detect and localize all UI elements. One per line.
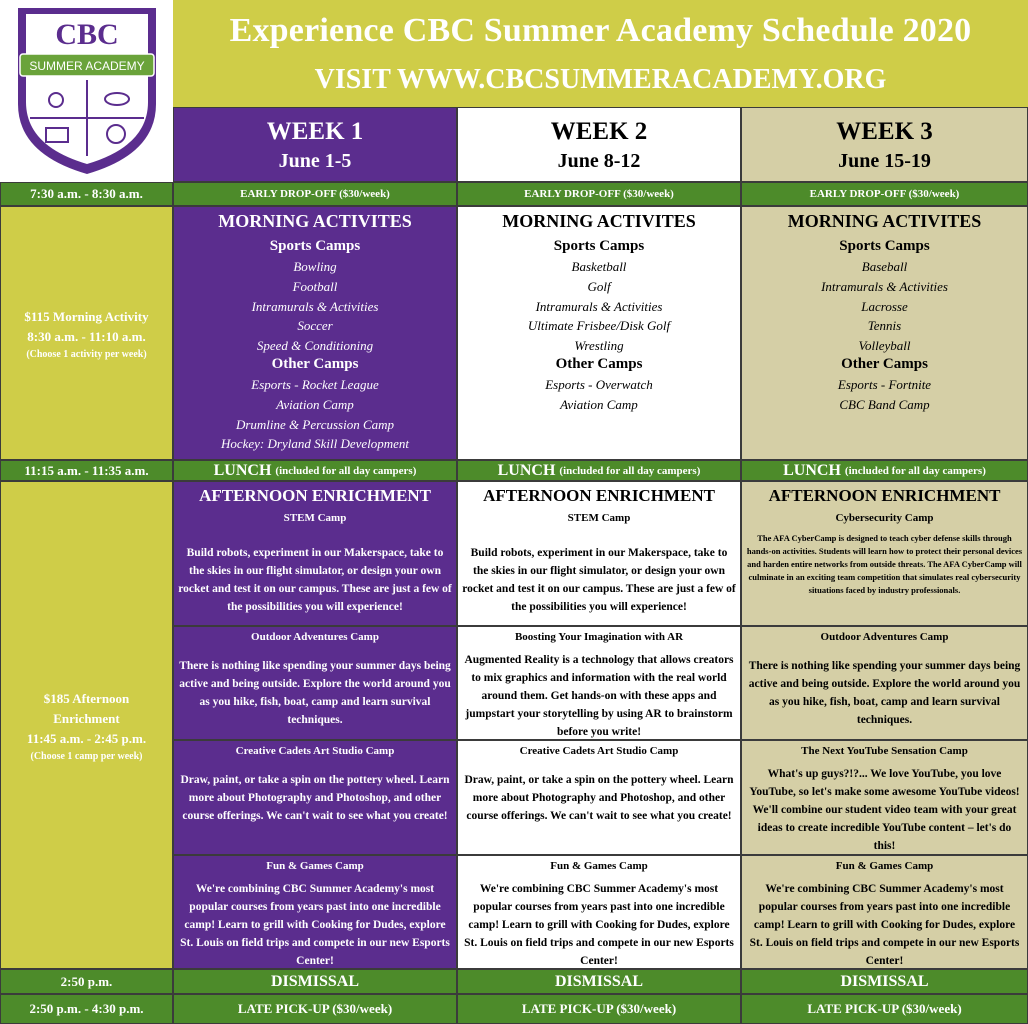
activity-item: Esports - Fortnite [837,376,932,392]
time-lunch: 11:15 a.m. - 11:35 a.m. [0,460,173,481]
activity-item: Drumline & Percussion Camp [235,416,395,432]
camp-desc: There is nothing like spending your summer days being active and being outside. Explore the world around you as you hike, fish, boat, camp and learn survival techniques. [748,660,1021,726]
week-1-header [173,107,457,182]
dismissal-w2: DISMISSAL [457,969,741,994]
afternoon-price: $185 Afternoon [43,690,130,706]
activity-item: Hockey: Dryland Skill Development [220,436,410,452]
activity-item: Wrestling [574,338,624,354]
time-dismissal: 2:50 p.m. [0,969,173,994]
activity-item: Football [292,278,338,294]
morning-heading: MORNING ACTIVITES [502,211,696,231]
title-banner [173,0,1028,107]
dismissal-w1: DISMISSAL [173,969,457,994]
activity-item: Aviation Camp [560,396,638,412]
morning-price: $115 Morning Activity [24,308,149,324]
enrichment-w3-3 [741,740,1028,855]
enrichment-w3-4 [741,855,1028,969]
activity-item: Esports - Overwatch [545,376,653,392]
morning-week-3 [741,206,1028,460]
activity-item: Baseball [861,259,908,274]
camp-name: Fun & Games Camp [835,860,934,872]
afternoon-time: 11:45 a.m. - 2:45 p.m. [26,730,147,746]
enrichment-w1-2 [173,626,457,740]
activity-item: CBC Band Camp [839,396,930,412]
lunch-w3 [741,460,1028,481]
camp-desc: Draw, paint, or take a spin on the pottery wheel. Learn more about Photography and Photoshop, and other course offerings. We can't wait to see what you create! [180,774,450,822]
camp-desc: There is nothing like spending your summer days being active and being outside. Explore the world around you as you hike, fish, boat, camp and learn survival techniques. [179,660,451,726]
activity-item: Intramurals & Activities [535,298,663,314]
activity-item: Soccer [297,318,333,334]
camp-name: Fun & Games Camp [266,860,364,872]
camp-name: Outdoor Adventures Camp [820,631,949,643]
enrichment-w2-1 [457,481,741,626]
camp-desc: Build robots, experiment in our Makerspace, take to the skies in our flight simulator, or design your own rocket and test it on our campus. These are just a few of the possibilities you will experience! [178,547,452,613]
visit-link: VISIT WWW.CBCSUMMERACADEMY.ORG [314,64,887,95]
week-label: WEEK 2 [550,118,648,145]
lunch-note: (included for all day campers) [559,464,701,477]
logo-monogram: CBC [54,18,119,51]
late-pickup-w1: LATE PICK-UP ($30/week) [173,994,457,1024]
enrichment-w1-4 [173,855,457,969]
afternoon-heading: AFTERNOON ENRICHMENT [768,486,1001,505]
afternoon-note: (Choose 1 camp per week) [30,750,143,762]
enrichment-w3-2 [741,626,1028,740]
camp-name: The Next YouTube Sensation Camp [801,745,968,757]
week-label: WEEK 1 [266,118,364,145]
header [173,0,1028,182]
camp-name: Creative Cadets Art Studio Camp [519,745,679,757]
activity-item: Golf [587,278,611,294]
morning-note: (Choose 1 activity per week) [26,348,147,360]
morning-week-2 [457,206,741,460]
lunch-note: (included for all day campers) [275,464,417,477]
week-dates: June 1-5 [278,150,352,172]
afternoon-label [0,481,173,969]
lunch-note: (included for all day campers) [844,464,986,477]
camp-name: STEM Camp [567,512,631,524]
afternoon-heading: AFTERNOON ENRICHMENT [483,486,715,505]
other-heading: Other Camps [841,355,928,372]
camp-name: Creative Cadets Art Studio Camp [235,745,395,757]
camp-desc: We're combining CBC Summer Academy's most popular courses from years past into one incredible camp! Learn to grill with Cooking for Dudes, explore St. Louis on field trips and compete in our new Esports Center! [180,883,450,967]
lunch-w1 [173,460,457,481]
camp-name: Outdoor Adventures Camp [251,631,379,643]
late-pickup-w2: LATE PICK-UP ($30/week) [457,994,741,1024]
activity-item: Volleyball [858,338,911,354]
late-pickup-w3: LATE PICK-UP ($30/week) [741,994,1028,1024]
morning-time: 8:30 a.m. - 11:10 a.m. [27,328,146,344]
enrichment-w2-4 [457,855,741,969]
enrichment-w1-1 [173,481,457,626]
lunch-label: LUNCH [497,461,556,479]
activity-item: Basketball [571,259,627,274]
activity-item: Aviation Camp [276,396,354,412]
morning-label [0,206,173,460]
time-late: 2:50 p.m. - 4:30 p.m. [0,994,173,1024]
activity-item: Tennis [867,318,902,334]
other-heading: Other Camps [271,355,359,372]
activity-item: Intramurals & Activities [251,298,379,314]
camp-desc: The AFA CyberCamp is designed to teach cyber defense skills through hands-on activities. Students will learn how to protect their personal devices and harden entire networks from outside threats. The AFA CyberCamp will culminate in an exciting team competition that simulates real cybersecurity situations faced by industry professionals. [746,533,1023,595]
week-dates: June 15-19 [838,150,931,172]
camp-desc: We're combining CBC Summer Academy's most popular courses from years past into one incredible camp! Learn to grill with Cooking for Dudes, explore St. Louis on field trips and compete in our new Esports Center! [749,883,1020,967]
camp-name: Cybersecurity Camp [835,512,934,524]
week-2-header [457,107,741,182]
week-dates: June 8-12 [557,150,641,172]
camp-name: STEM Camp [283,512,347,524]
morning-week-1 [173,206,457,460]
camp-desc: Draw, paint, or take a spin on the pottery wheel. Learn more about Photography and Photoshop, and other course offerings. We can't wait to see what you create! [464,774,734,822]
lunch-label: LUNCH [213,461,272,479]
week-3-header [741,107,1028,182]
activity-item: Lacrosse [861,298,908,314]
afternoon-heading: AFTERNOON ENRICHMENT [199,486,431,505]
lunch-w2 [457,460,741,481]
dismissal-w3: DISMISSAL [741,969,1028,994]
week-label: WEEK 3 [836,118,933,145]
other-heading: Other Camps [555,355,643,372]
logo-banner: SUMMER ACADEMY [28,59,145,73]
enrichment-w1-3 [173,740,457,855]
page-title: Experience CBC Summer Academy Schedule 2020 [229,12,972,49]
enrichment-w3-1 [741,481,1028,626]
logo [0,0,173,182]
sports-heading: Sports Camps [553,238,645,254]
early-dropoff-w3: EARLY DROP-OFF ($30/week) [741,182,1028,206]
time-early: 7:30 a.m. - 8:30 a.m. [0,182,173,206]
sports-heading: Sports Camps [839,238,930,254]
morning-heading: MORNING ACTIVITES [218,211,412,231]
enrichment-w2-2 [457,626,741,740]
camp-desc: We're combining CBC Summer Academy's most popular courses from years past into one incredible camp! Learn to grill with Cooking for Dudes, explore St. Louis on field trips and compete in our new Esports Center! [464,883,734,967]
camp-desc: Build robots, experiment in our Makerspace, take to the skies in our flight simulator, or design your own rocket and test it on our campus. These are just a few of the possibilities you will experience! [462,547,736,613]
lunch-label: LUNCH [783,461,841,479]
camp-desc: What's up guys?!?... We love YouTube, you love YouTube, so let's make some awesome YouTube videos! We'll combine our student video team with your great ideas to create incredible YouTube content – let's do this! [749,768,1020,852]
camp-name: Boosting Your Imagination with AR [514,631,684,643]
activity-item: Speed & Conditioning [256,338,374,354]
early-dropoff-w1: EARLY DROP-OFF ($30/week) [173,182,457,206]
camp-name: Fun & Games Camp [550,860,648,872]
morning-heading: MORNING ACTIVITES [787,211,982,231]
activity-item: Intramurals & Activities [821,278,948,294]
activity-item: Esports - Rocket League [251,376,379,392]
early-dropoff-w2: EARLY DROP-OFF ($30/week) [457,182,741,206]
camp-desc: Augmented Reality is a technology that allows creators to mix graphics and information with the real world around them. Get hands-on with these apps and jumpstart your storytelling by using AR to brainstorm before you write! [464,654,734,738]
sports-heading: Sports Camps [269,238,361,254]
activity-item: Ultimate Frisbee/Disk Golf [527,318,671,334]
afternoon-title: Enrichment [53,710,120,726]
activity-item: Bowling [293,259,337,274]
enrichment-w2-3 [457,740,741,855]
crest-logo [12,4,162,176]
